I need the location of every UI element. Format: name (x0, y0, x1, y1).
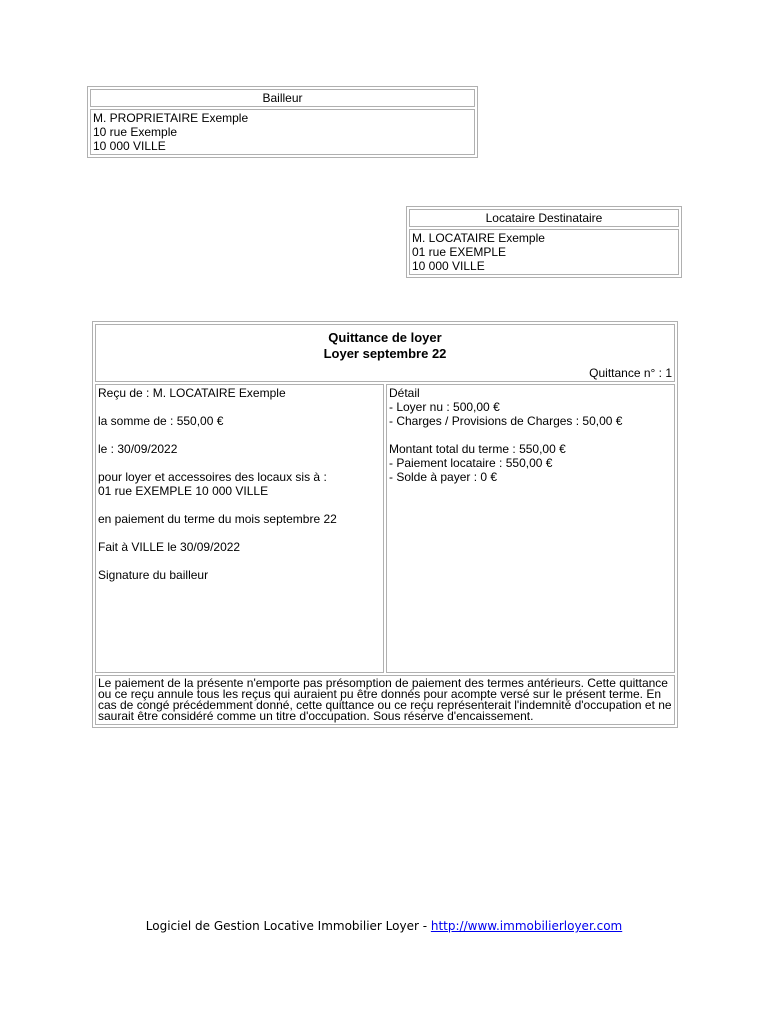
bailleur-header: Bailleur (90, 89, 475, 107)
locataire-box (406, 206, 682, 278)
detail-paiement: - Paiement locataire : 550,00 € (389, 456, 553, 470)
quittance-header (95, 324, 675, 382)
quittance-box (92, 321, 678, 728)
bailleur-address (90, 109, 475, 155)
detail-charges: - Charges / Provisions de Charges : 50,00 € (389, 414, 623, 428)
quittance-subtitle: Loyer septembre 22 (323, 346, 447, 361)
locataire-name: M. LOCATAIRE Exemple (412, 231, 545, 245)
receipt-date: le : 30/09/2022 (98, 442, 178, 456)
locataire-address (409, 229, 679, 275)
detail-panel (386, 384, 675, 673)
bailleur-box (87, 86, 478, 158)
footer-text: Logiciel de Gestion Locative Immobilier Loyer - (145, 919, 431, 933)
quittance-title: Quittance de loyer (328, 330, 442, 345)
property-address: 01 rue EXEMPLE 10 000 VILLE (98, 484, 269, 498)
detail-solde: - Solde à payer : 0 € (389, 470, 498, 484)
bailleur-street: 10 rue Exemple (93, 125, 178, 139)
fait-a: Fait à VILLE le 30/09/2022 (98, 540, 241, 554)
paiement-terme: en paiement du terme du mois septembre 22 (98, 512, 337, 526)
recu-de: Reçu de : M. LOCATAIRE Exemple (98, 386, 286, 400)
receipt-details (95, 384, 384, 673)
signature-label: Signature du bailleur (98, 568, 209, 582)
bailleur-city: 10 000 VILLE (93, 139, 166, 153)
somme: la somme de : 550,00 € (98, 414, 224, 428)
pour-loyer (98, 470, 381, 498)
detail-title: Détail (389, 386, 420, 400)
locataire-city: 10 000 VILLE (412, 259, 485, 273)
locataire-street: 01 rue EXEMPLE (412, 245, 507, 259)
footer-link[interactable]: http://www.immobilierloyer.com (430, 919, 623, 933)
bailleur-name: M. PROPRIETAIRE Exemple (93, 111, 249, 125)
footer (0, 919, 768, 933)
detail-total: Montant total du terme : 550,00 € (389, 442, 566, 456)
pour-loyer-text: pour loyer et accessoires des locaux sis à : (98, 470, 327, 484)
locataire-header: Locataire Destinataire (409, 209, 679, 227)
legal-notice: Le paiement de la présente n'emporte pas présomption de paiement des termes antérieurs. Cette quittance ou ce reçu annule tous les reçus qui auraient pu être donnés pour acompte versé sur le présent terme. En cas de congé précédemment donné, cette quittance ou ce reçu représenterait l'indemnité d'occupation et ne saurait être considéré comme un titre d'occupation. Sous réserve d'encaissement. (95, 675, 675, 725)
quittance-number: Quittance n° : 1 (589, 366, 672, 380)
detail-loyer: - Loyer nu : 500,00 € (389, 400, 500, 414)
